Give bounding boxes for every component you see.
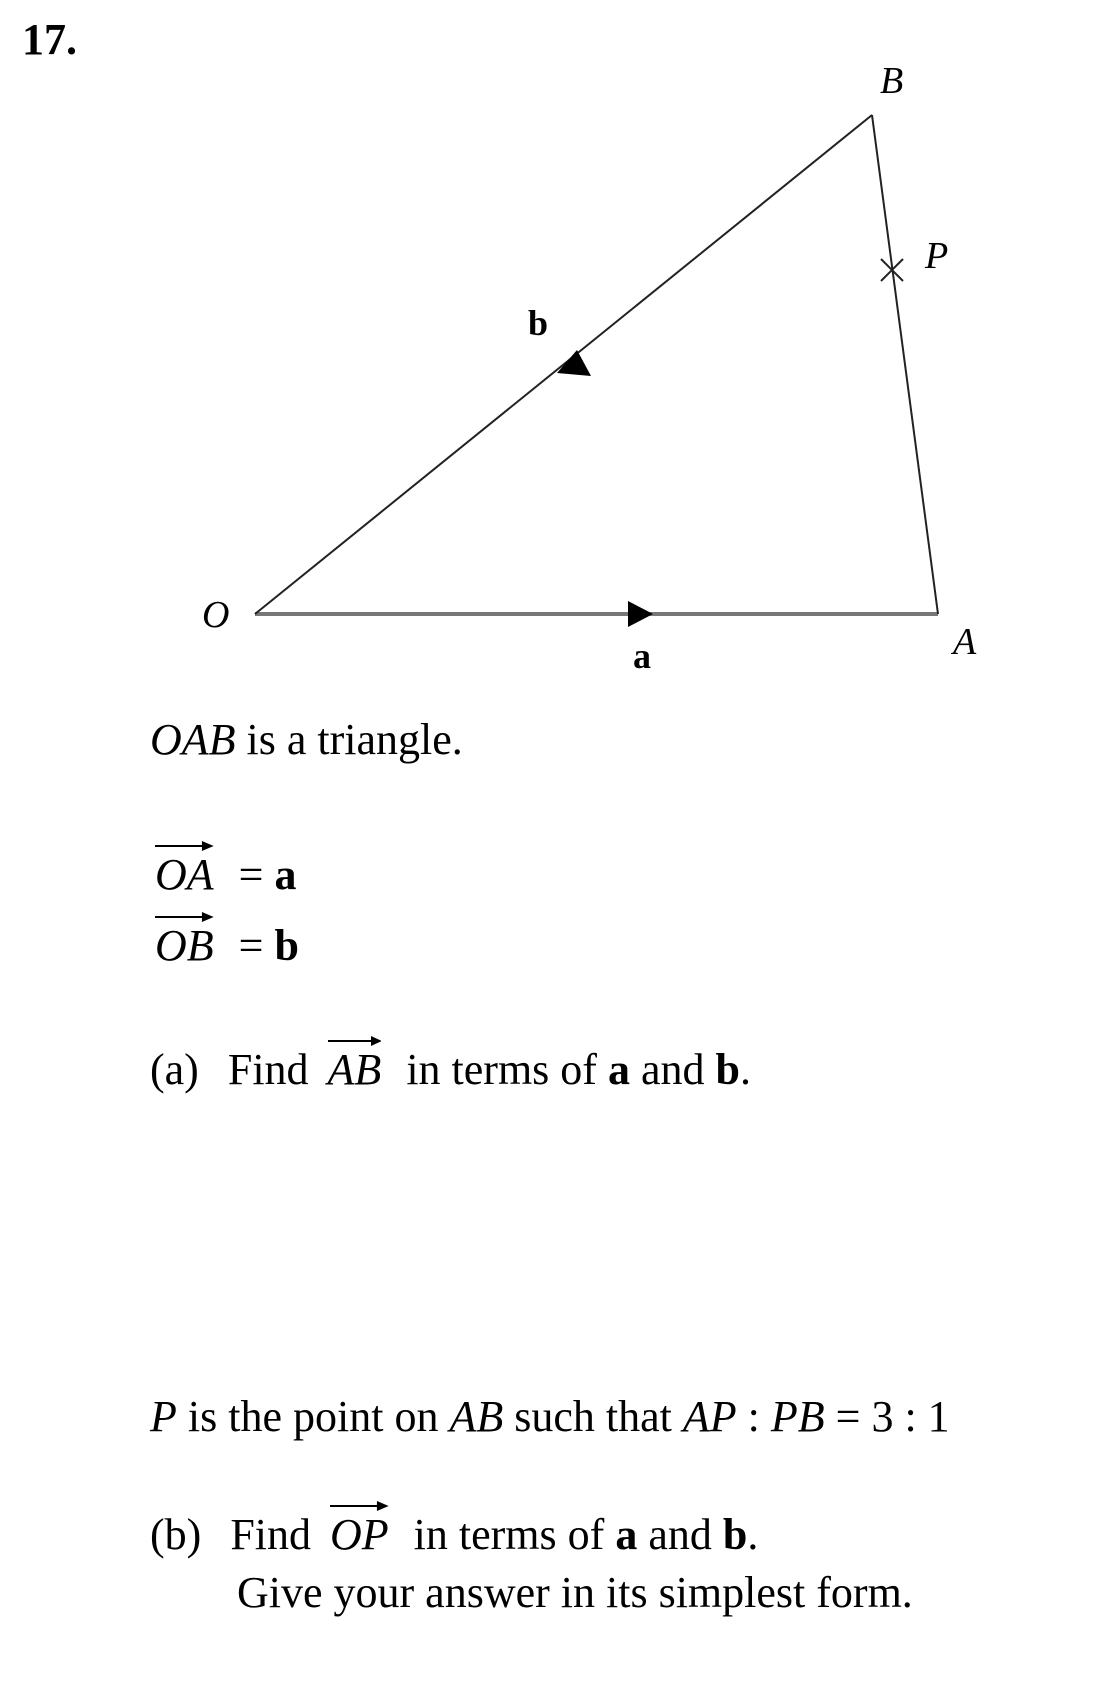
vector-definition-ob	[155, 921, 299, 970]
ratio-pb: PB	[770, 1392, 825, 1441]
ratio-colon: :	[736, 1392, 771, 1441]
vector-definition-oa	[155, 850, 297, 899]
part-b-var2: b	[722, 1510, 748, 1559]
vector-arrow-icon	[155, 910, 214, 924]
label-vector-a: a	[633, 636, 651, 676]
part-a-end: .	[739, 1045, 751, 1094]
part-b-end: .	[747, 1510, 759, 1559]
vector-arrow-icon	[328, 1034, 382, 1048]
side-ab	[872, 115, 938, 614]
arrow-a-icon	[628, 601, 653, 627]
label-p: P	[925, 235, 949, 277]
part-b-terms: in terms of	[413, 1510, 605, 1559]
part-b-and: and	[648, 1510, 712, 1559]
vector-value-a: a	[274, 850, 297, 899]
vector-op: OP	[330, 1513, 389, 1557]
label-b: B	[880, 60, 904, 102]
part-b-var1: a	[615, 1510, 638, 1559]
equals-sign: =	[238, 921, 264, 970]
triangle-statement	[150, 715, 463, 764]
triangle-name: OAB	[150, 715, 236, 764]
vector-ob: OB	[155, 924, 214, 968]
part-a-label: (a)	[150, 1045, 199, 1094]
part-a-var2: b	[715, 1045, 740, 1094]
vector-arrow-icon	[155, 839, 214, 853]
label-vector-b: b	[528, 303, 549, 343]
triangle-text: is a triangle.	[235, 715, 463, 764]
vector-value-b: b	[274, 921, 299, 970]
p-text1: is the point on	[176, 1392, 450, 1441]
vector-arrow-icon	[330, 1499, 389, 1513]
vector-oa: OA	[155, 853, 214, 897]
part-a-find: Find	[227, 1045, 309, 1094]
question-number: 17.	[22, 15, 77, 64]
triangle-diagram	[0, 0, 1117, 720]
side-ob	[255, 115, 872, 614]
point-p-statement	[150, 1392, 950, 1441]
ratio-value: = 3 : 1	[824, 1392, 950, 1441]
segment-ab: AB	[449, 1392, 504, 1441]
part-b-label: (b)	[150, 1510, 202, 1559]
vector-ab: AB	[328, 1048, 382, 1092]
label-a: A	[953, 621, 977, 663]
part-a-and: and	[640, 1045, 705, 1094]
part-b-question	[150, 1510, 759, 1559]
part-b-instruction: Give your answer in its simplest form.	[237, 1568, 913, 1617]
part-a-terms: in terms of	[406, 1045, 597, 1094]
p-symbol: P	[150, 1392, 177, 1441]
label-o: O	[202, 594, 230, 636]
ratio-ap: AP	[682, 1392, 737, 1441]
part-a-var1: a	[607, 1045, 630, 1094]
part-b-find: Find	[230, 1510, 312, 1559]
arrow-b-icon	[557, 350, 591, 376]
part-a-question	[150, 1045, 751, 1094]
equals-sign: =	[238, 850, 264, 899]
p-text2: such that	[503, 1392, 683, 1441]
